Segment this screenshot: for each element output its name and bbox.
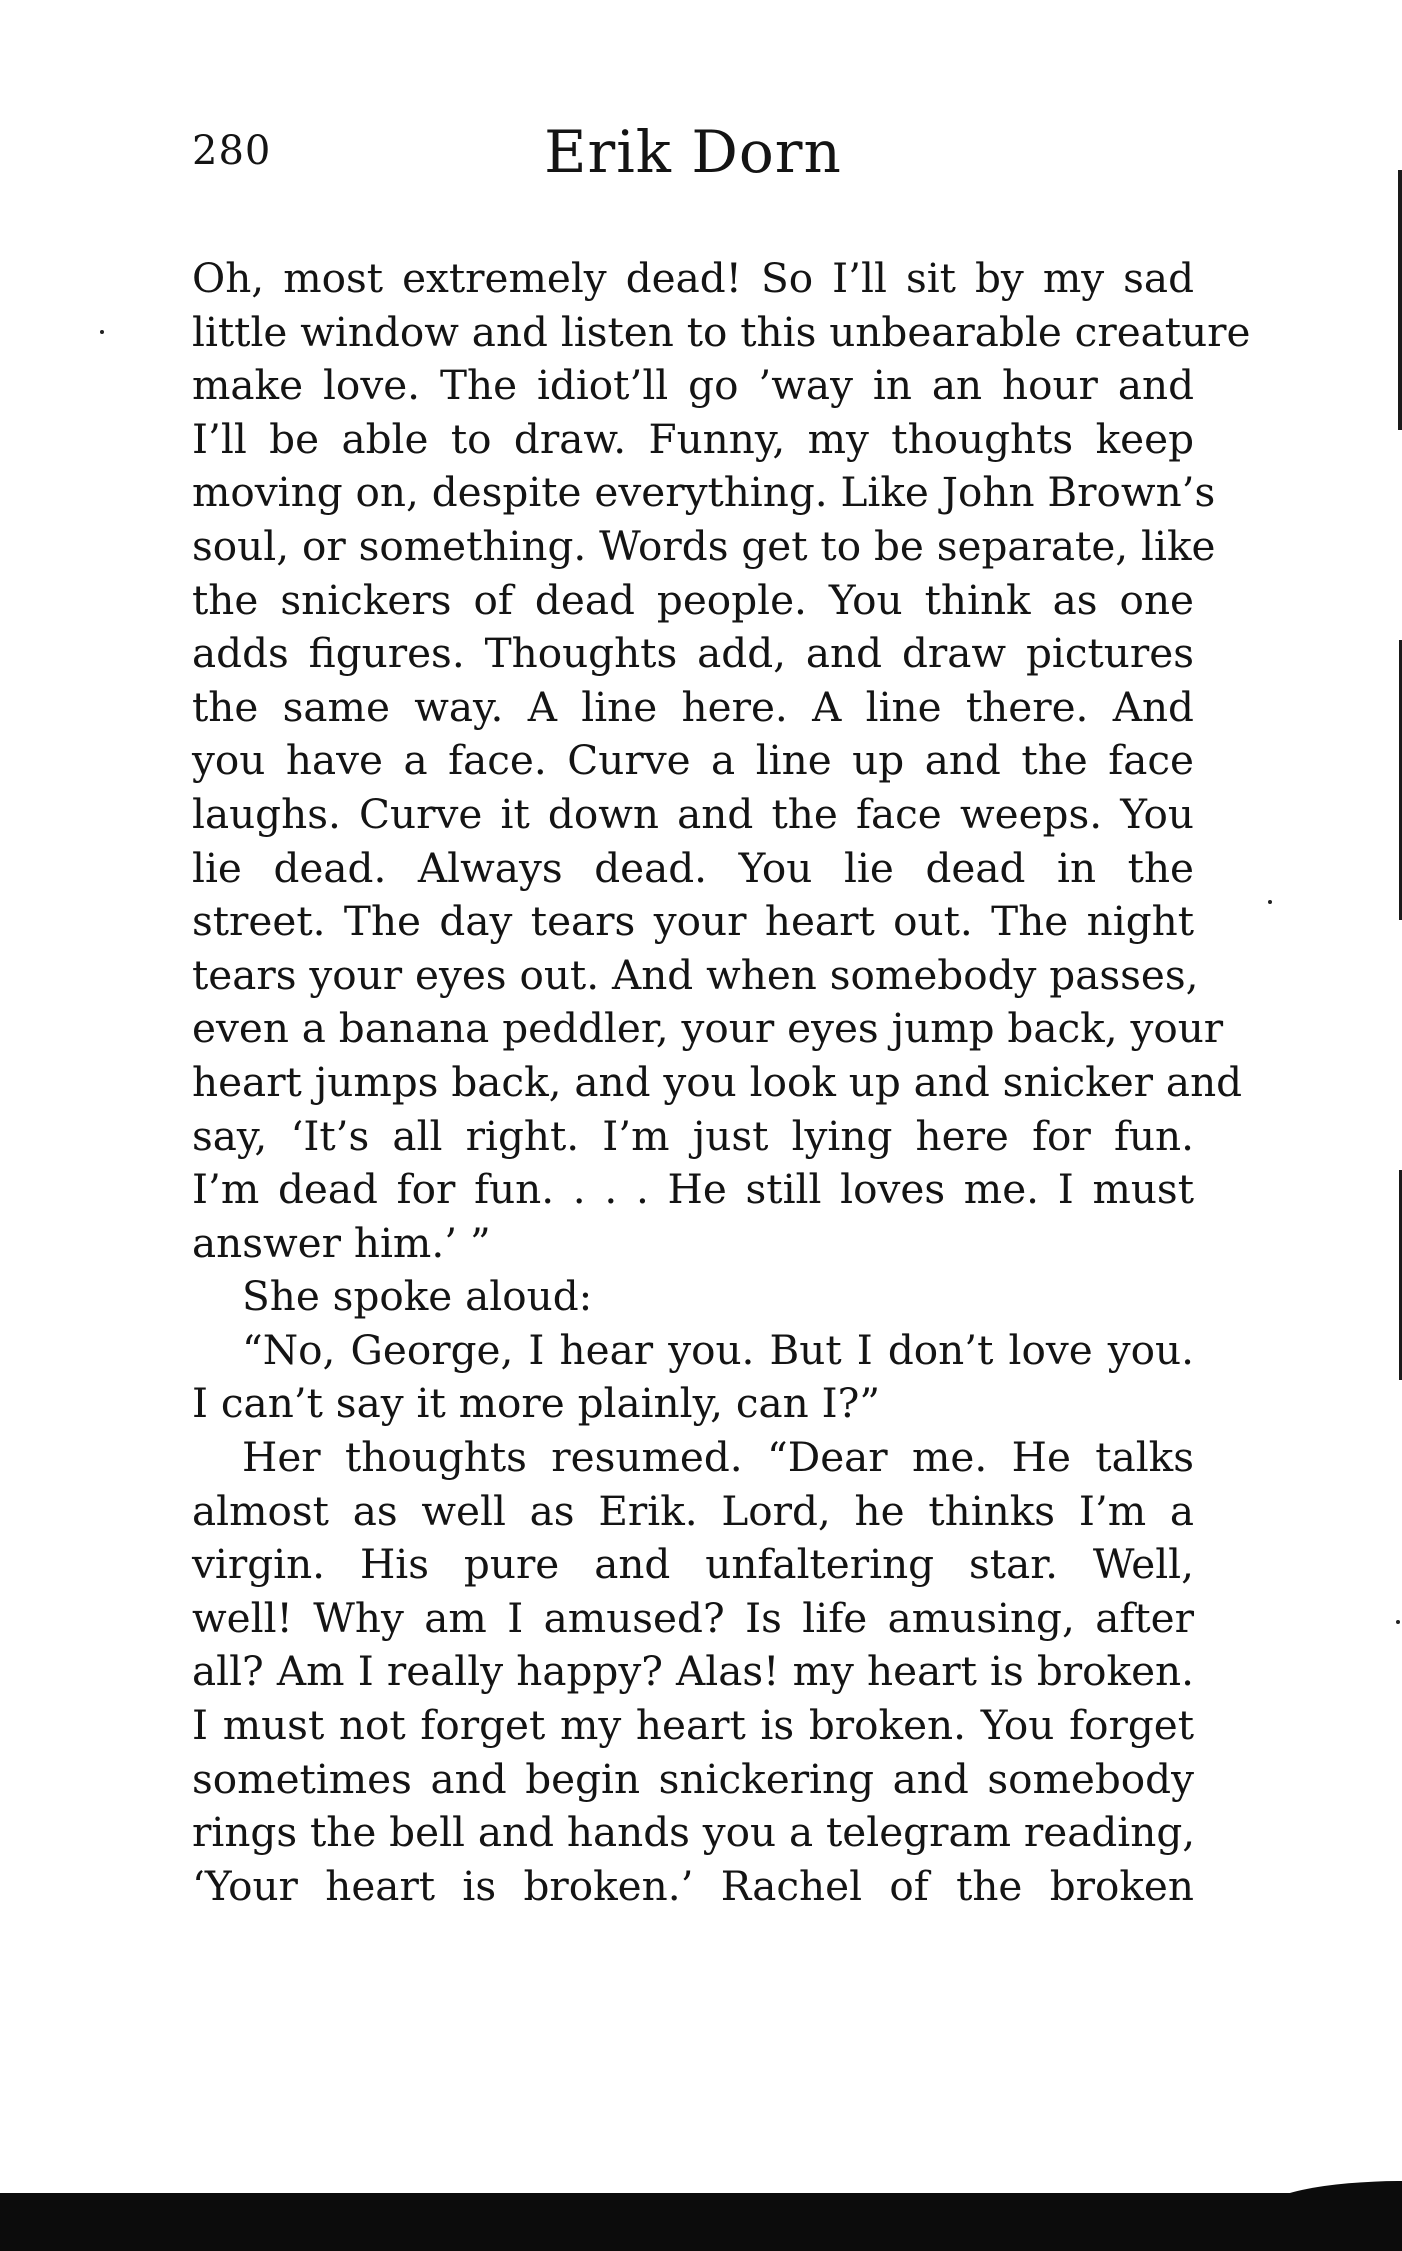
speck <box>1396 1620 1400 1624</box>
text-line: virgin. His pure and unfaltering star. Well, <box>192 1540 1194 1589</box>
text-line: moving on, despite everything. Like John Brown’s <box>192 468 1216 517</box>
text-line: make love. The idiot’ll go ’way in an hour and <box>192 361 1194 410</box>
text-line: She spoke aloud: <box>242 1272 593 1321</box>
text-line: heart jumps back, and you look up and snicker and <box>192 1057 1243 1106</box>
text-line: even a banana peddler, your eyes jump back, your <box>192 1004 1224 1053</box>
text-line: you have a face. Curve a line up and the face <box>192 736 1194 785</box>
speck <box>100 330 104 334</box>
text-line: lie dead. Always dead. You lie dead in the <box>192 843 1194 892</box>
text-line: ‘Your heart is broken.’ Rachel of the broken <box>192 1861 1194 1910</box>
text-line: sometimes and begin snickering and somebody <box>192 1754 1194 1803</box>
text-line: street. The day tears your heart out. The night <box>192 897 1194 946</box>
text-line: the snickers of dead people. You think as one <box>192 575 1194 624</box>
text-line: almost as well as Erik. Lord, he thinks I’m a <box>192 1486 1194 1535</box>
page-number: 280 <box>192 128 272 174</box>
text-line: tears your eyes out. And when somebody passes, <box>192 950 1199 999</box>
text-line: rings the bell and hands you a telegram reading, <box>192 1808 1196 1857</box>
speck <box>1268 900 1272 904</box>
text-line: all? Am I really happy? Alas! my heart is broken. <box>192 1647 1194 1696</box>
body-text <box>192 252 1251 1913</box>
text-line: Her thoughts resumed. “Dear me. He talks <box>242 1433 1194 1482</box>
running-title: Erik Dorn <box>544 118 842 186</box>
text-line: I’ll be able to draw. Funny, my thoughts keep <box>192 414 1194 463</box>
scan-border-bottom <box>0 2193 1402 2251</box>
page-header <box>192 118 1194 198</box>
text-line: answer him.’ ” <box>192 1218 491 1267</box>
text-line: adds figures. Thoughts add, and draw pictures <box>192 629 1194 678</box>
text-line: little window and listen to this unbearable creature <box>192 307 1251 356</box>
text-line: soul, or something. Words get to be separate, like <box>192 521 1216 570</box>
text-line: the same way. A line here. A line there. And <box>192 682 1194 731</box>
text-line: I can’t say it more plainly, can I?” <box>192 1379 881 1428</box>
text-line: laughs. Curve it down and the face weeps. You <box>192 789 1194 838</box>
text-line: say, ‘It’s all right. I’m just lying here for fun. <box>192 1111 1194 1160</box>
text-line: Oh, most extremely dead! So I’ll sit by my sad <box>192 254 1194 302</box>
text-line: I’m dead for fun. . . . He still loves me. I must <box>192 1165 1194 1214</box>
text-line: I must not forget my heart is broken. You forget <box>192 1701 1194 1750</box>
text-line: “No, George, I hear you. But I don’t love you. <box>242 1325 1194 1374</box>
gutter-shadow-top <box>1398 170 1402 430</box>
text-line: well! Why am I amused? Is life amusing, after <box>192 1593 1194 1642</box>
